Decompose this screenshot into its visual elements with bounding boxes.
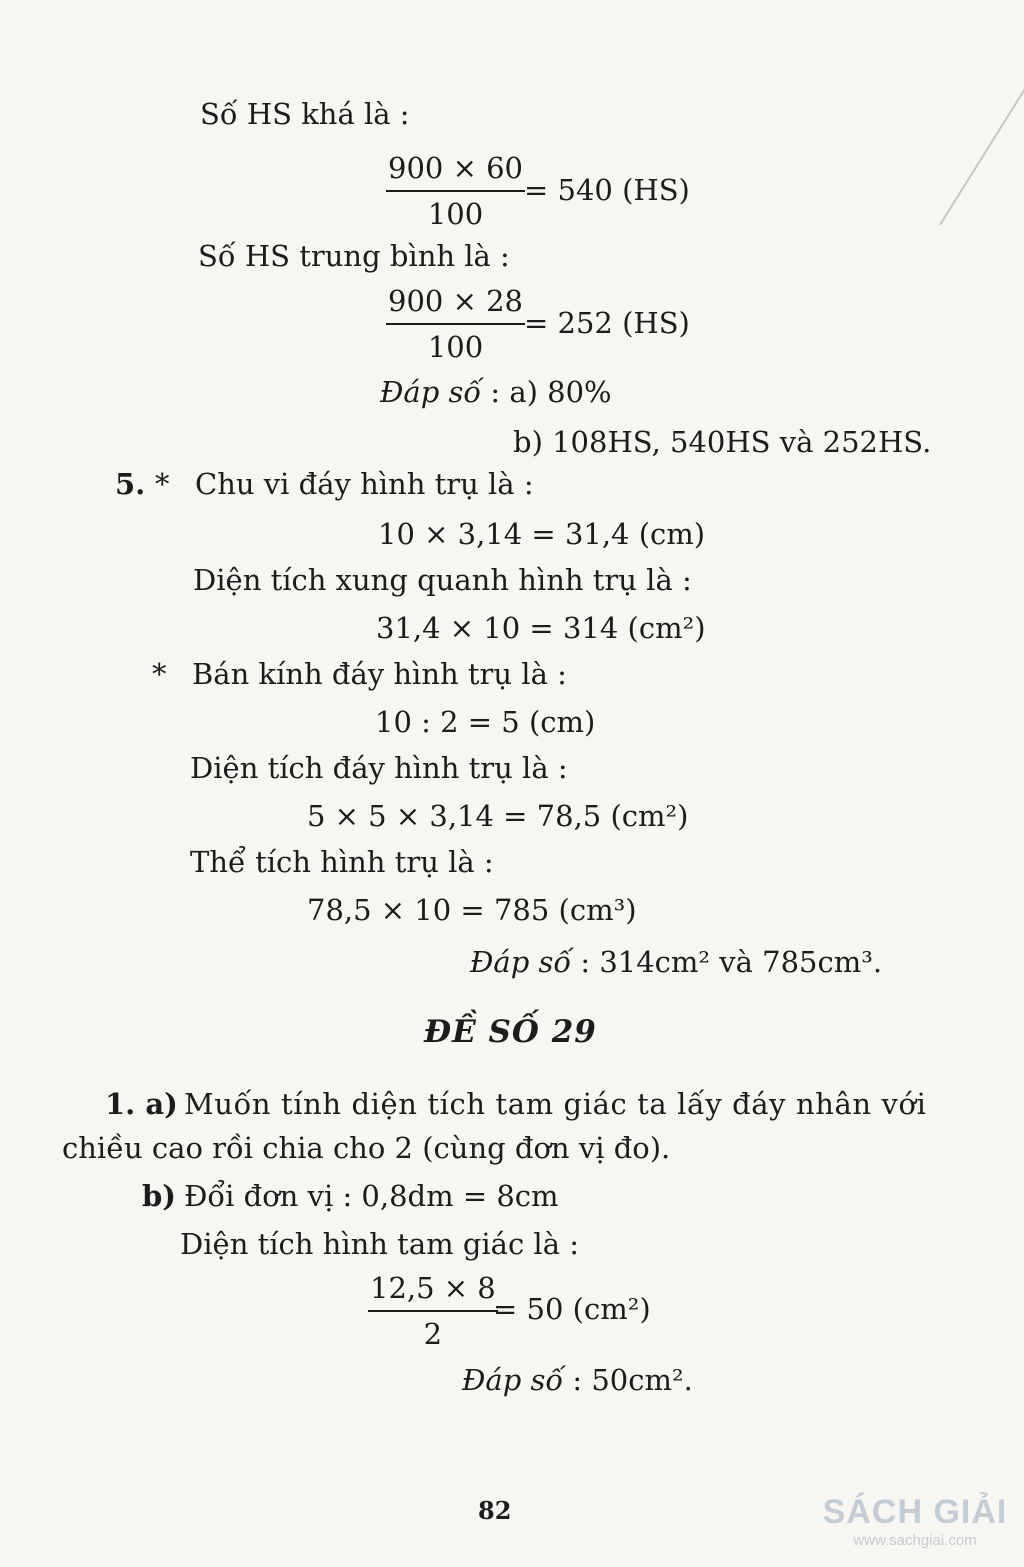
answer-4-label: Đáp số <box>380 375 482 409</box>
p1-text-line-2: chiều cao rồi chia cho 2 (cùng đơn vị đo). <box>62 1131 671 1165</box>
p1-text-line-1: Muốn tính diện tích tam giác ta lấy đáy nhân với <box>184 1087 927 1121</box>
q5-eq-2: 31,4 × 10 = 314 (cm²) <box>376 611 706 645</box>
answer-1 <box>462 1362 693 1398</box>
page-number: 82 <box>478 1496 512 1525</box>
bullet-star-1: * <box>155 467 170 501</box>
answer-5 <box>470 944 882 980</box>
q5-line-5: Thể tích hình trụ là : <box>190 845 494 879</box>
kha-denominator: 100 <box>427 197 484 231</box>
p1-number: 1. a) <box>105 1087 178 1121</box>
answer-4-a-value: : a) 80% <box>490 375 612 409</box>
kha-label: Số HS khá là : <box>200 97 410 131</box>
tb-result: = 252 (HS) <box>524 306 690 340</box>
answer-5-value: : 314cm² và 785cm³. <box>580 945 883 979</box>
watermark-url: www.sachgiai.com <box>853 1532 977 1549</box>
p1b-result: = 50 (cm²) <box>493 1292 651 1326</box>
answer-1-label: Đáp số <box>462 1363 564 1397</box>
q5-line-3: Bán kính đáy hình trụ là : <box>192 657 567 691</box>
tb-label: Số HS trung bình là : <box>198 239 510 273</box>
p1b-denominator: 2 <box>423 1317 443 1351</box>
watermark-logo <box>810 1493 1020 1549</box>
kha-fraction <box>386 150 525 232</box>
answer-4a <box>380 374 612 410</box>
q5-line-4: Diện tích đáy hình trụ là : <box>190 751 568 785</box>
watermark-brand: SÁCH GIẢI <box>822 1493 1008 1531</box>
tb-denominator: 100 <box>427 330 484 364</box>
answer-5-label: Đáp số <box>470 945 572 979</box>
tb-numerator: 900 × 28 <box>386 283 525 325</box>
q5-eq-5: 78,5 × 10 = 785 (cm³) <box>307 893 637 927</box>
q5-eq-1: 10 × 3,14 = 31,4 (cm) <box>378 517 706 551</box>
kha-numerator: 900 × 60 <box>386 150 525 192</box>
q5-line-2: Diện tích xung quanh hình trụ là : <box>193 563 692 597</box>
p1b-fraction <box>368 1270 498 1352</box>
p1b-number: b) <box>142 1179 176 1213</box>
tb-fraction <box>386 283 525 365</box>
paper-scratch-mark <box>939 55 1024 226</box>
q5-eq-3: 10 : 2 = 5 (cm) <box>375 705 596 739</box>
q5-eq-4: 5 × 5 × 3,14 = 78,5 (cm²) <box>307 799 689 833</box>
q5-line-1: Chu vi đáy hình trụ là : <box>195 467 534 501</box>
answer-1-value: : 50cm². <box>572 1363 693 1397</box>
section-heading: ĐỀ SỐ 29 <box>424 1014 597 1050</box>
kha-result: = 540 (HS) <box>524 173 690 207</box>
bullet-star-2: * <box>152 657 167 691</box>
p1b-text: Đổi đơn vị : 0,8dm = 8cm <box>184 1179 559 1213</box>
p1b-label: Diện tích hình tam giác là : <box>180 1227 579 1261</box>
answer-4b: b) 108HS, 540HS và 252HS. <box>513 425 932 459</box>
p1b-numerator: 12,5 × 8 <box>368 1270 498 1312</box>
question-5-number: 5. <box>115 467 146 501</box>
